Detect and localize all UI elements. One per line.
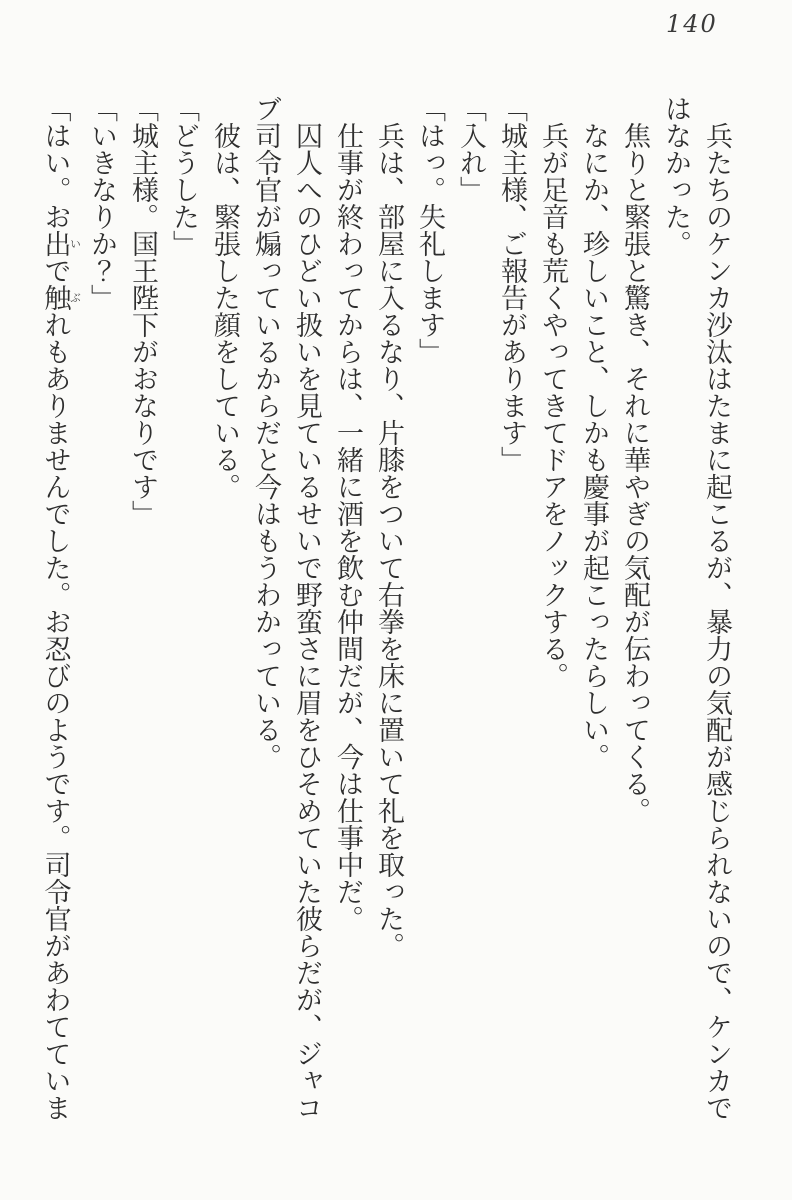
- ruby-annotated-char: 触ぶ: [39, 284, 82, 311]
- narrative-paragraph: 仕事が終わってからは、一緒に酒を飲む仲間だが、今は仕事中だ。: [332, 122, 363, 932]
- narrative-paragraph: 兵たちのケンカ沙汰はたまに起こるが、暴力の気配が感じられないので、ケンカではなかった。: [660, 95, 732, 1121]
- dialogue-paragraph: 「いきなりか？」: [86, 95, 117, 311]
- dialogue-paragraph: 「どうした」: [168, 95, 199, 257]
- dialogue-paragraph: 「城主様。国王陛下がおなりです」: [127, 95, 158, 527]
- narrative-paragraph: 囚人へのひどい扱いを見ているせいで野蛮さに眉をひそめていた彼らだが、ジャコブ司令官が煽っているからだと今はもうわかっている。: [250, 95, 322, 1121]
- dialogue-paragraph: 「入れ」: [455, 95, 486, 203]
- narrative-paragraph: 兵が足音も荒くやってきてドアをノックする。: [537, 122, 568, 689]
- dialogue-paragraph: 「はい。お出いで触ぶれもありませんでした。お忍びのようです。司令官があわてていま: [39, 95, 82, 1121]
- page-number: 140: [666, 10, 718, 38]
- narrative-paragraph: なにか、珍しいこと、しかも慶事が起こったらしい。: [578, 122, 609, 770]
- dialogue-paragraph: 「はっ。失礼します」: [414, 95, 445, 365]
- ruby-annotated-char: 出い: [39, 230, 82, 257]
- narrative-paragraph: 兵は、部屋に入るなり、片膝をついて右拳を床に置いて礼を取った。: [373, 122, 404, 959]
- text-block: [37, 95, 737, 1127]
- narrative-paragraph: 彼は、緊張した顔をしている。: [209, 122, 240, 500]
- narrative-paragraph: 焦りと緊張と驚き、それに華やぎの気配が伝わってくる。: [619, 122, 650, 824]
- dialogue-paragraph: 「城主様、ご報告があります」: [496, 95, 527, 473]
